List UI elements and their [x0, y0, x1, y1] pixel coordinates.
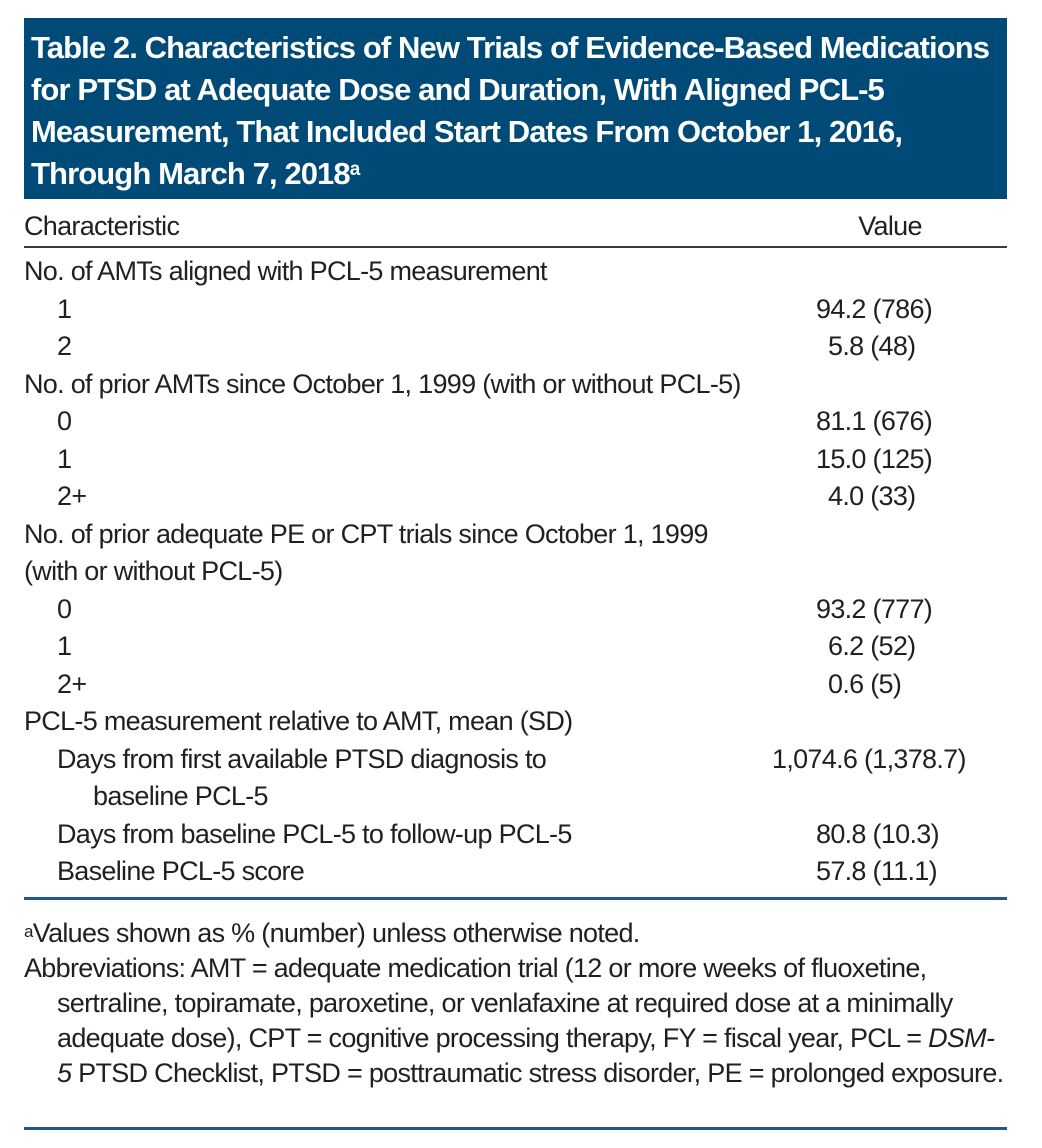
table-row: 1 15.0 (125)	[57, 443, 933, 474]
table-row: No. of prior adequate PE or CPT trials since October 1, 1999	[24, 518, 708, 549]
table-row: No. of AMTs aligned with PCL-5 measurement	[24, 256, 547, 287]
column-header-characteristic: Characteristic	[24, 210, 180, 241]
table-header	[24, 206, 1007, 248]
table-footnotes	[24, 897, 1007, 1091]
table-row: 1 94.2 (786)	[57, 293, 933, 324]
column-header-value: Value	[858, 210, 922, 241]
table-row: Days from first available PTSD diagnosis to 1,074.6 (1,378.7)	[57, 743, 966, 774]
table-row: 2+ 4.0 (33)	[57, 481, 916, 512]
table-row: 1 6.2 (52)	[57, 631, 916, 662]
footnote-mark: a	[349, 159, 360, 180]
bottom-divider	[24, 1127, 1007, 1130]
table-title: Table 2. Characteristics of New Trials of Evidence-Based Medications for PTSD at Adequate Dose and Duration, With Aligned PCL-5 Measurement, That Included Start Dates From October 1, 2016, Through March 7, 2018$^a$	[31, 30, 990, 191]
table-row: Days from baseline PCL-5 to follow-up PCL-5 80.8 (10.3)	[57, 818, 939, 849]
footnote-a: $^a$Values shown as % (number) unless otherwise noted.	[24, 918, 640, 948]
table-row: baseline PCL-5	[93, 781, 268, 812]
table-row: No. of prior AMTs since October 1, 1999 (with or without PCL-5)	[24, 368, 741, 399]
table-row: PCL-5 measurement relative to AMT, mean (SD)	[24, 706, 573, 737]
table-row: (with or without PCL-5)	[24, 556, 283, 587]
table-row: Baseline PCL-5 score 57.8 (11.1)	[57, 856, 937, 887]
footnote-abbreviations: Abbreviations: AMT = adequate medication trial (12 or more weeks of fluoxetine, sertraline, topiramate, paroxetine, or venlafaxine at required dose at a minimally adequate dose), CPT = cognitive processing therapy, FY = fiscal year, PCL = DSM-5 PTSD Checklist, PTSD = posttraumatic stress disorder, PE = prolonged exposure.	[24, 953, 1004, 1088]
table-row: 2 5.8 (48)	[57, 331, 916, 362]
table-row: 2+ 0.6 (5)	[57, 668, 902, 699]
table-title-banner	[24, 18, 1007, 199]
table-row: 0 93.2 (777)	[57, 593, 933, 624]
table-row: 0 81.1 (676)	[57, 406, 933, 437]
characteristics-table	[24, 206, 1007, 891]
